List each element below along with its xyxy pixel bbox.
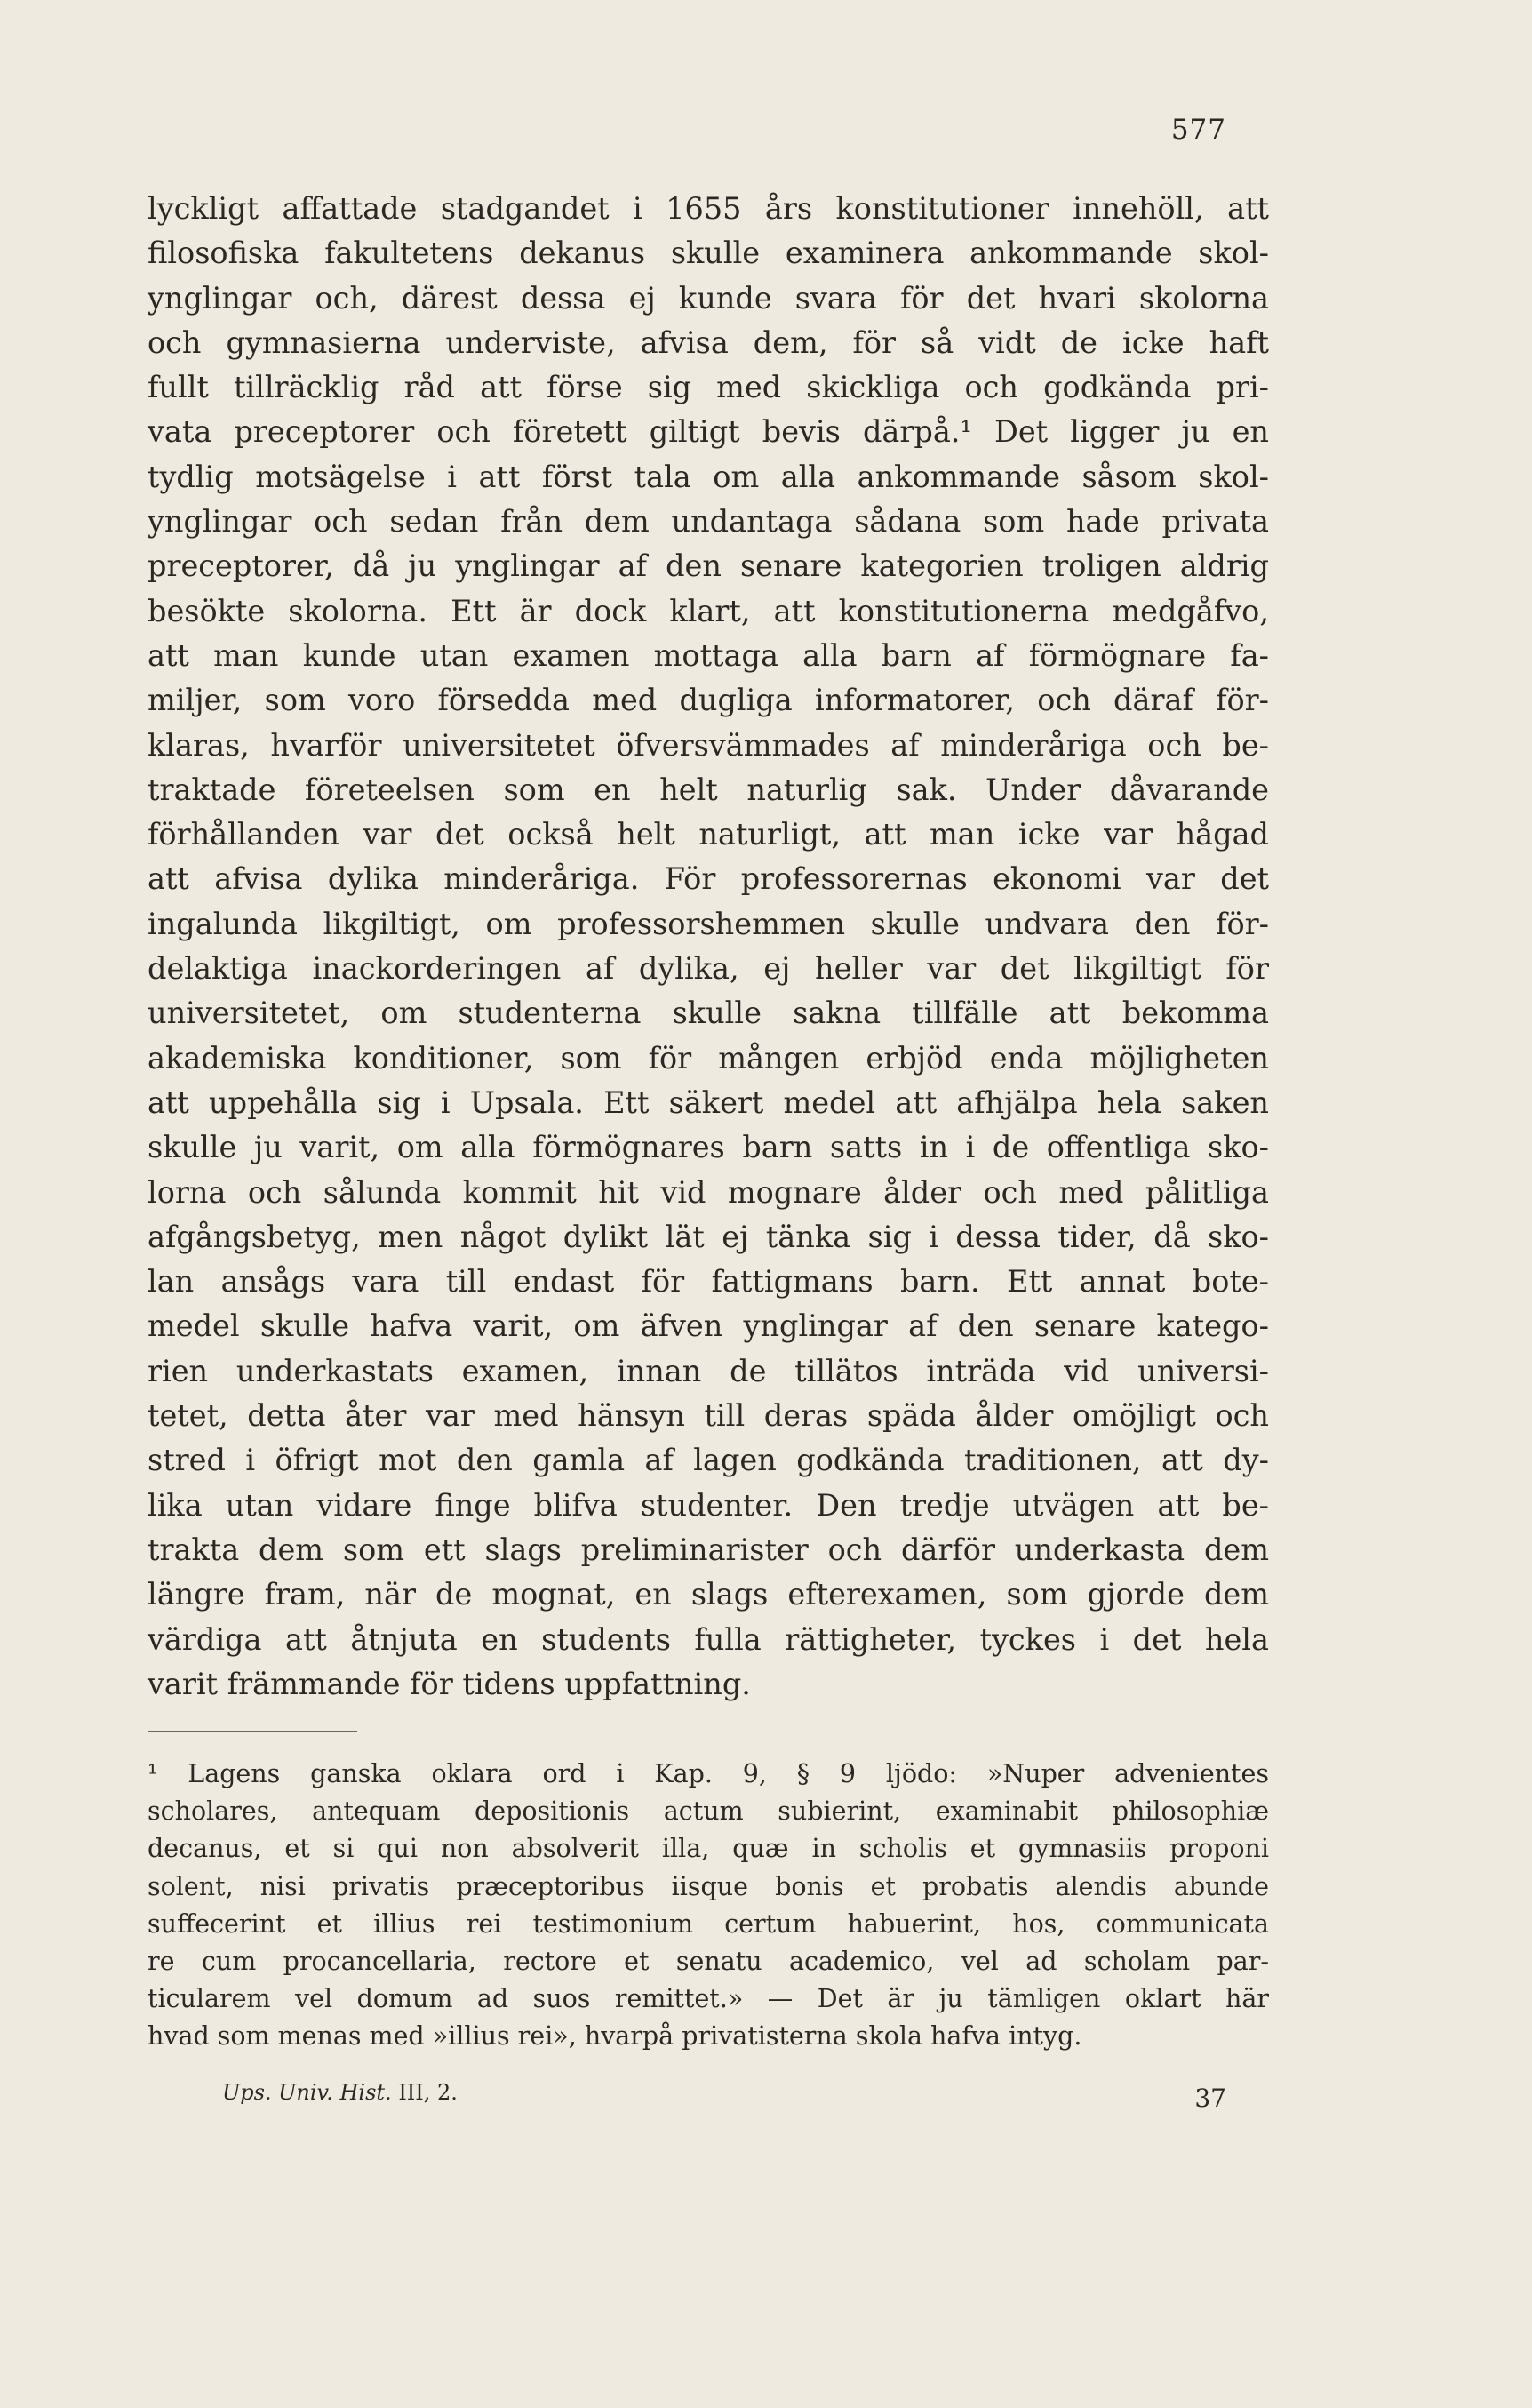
text-line: tetet, detta åter var med hänsyn till deras späda ålder omöjligt och (148, 1398, 1269, 1434)
footnote-line: ¹ Lagens ganska oklara ord i Kap. 9, § 9 ljödo: »Nuper advenientes (148, 1759, 1269, 1788)
text-line: skulle ju varit, om alla förmögnares barn satts in i de offentliga sko- (148, 1130, 1269, 1165)
signature-volume: III, 2. (398, 2080, 458, 2105)
footnotes (148, 1756, 1269, 2056)
footnote-line: hvad som menas med »illius rei», hvarpå privatisterna skola hafva intyg. (148, 2021, 1082, 2052)
text-line: varit främmande för tidens uppfattning. (148, 1666, 751, 1701)
footnote-line: ticularem vel domum ad suos remittet.» — Det är ju tämligen oklart här (148, 1984, 1269, 2014)
text-line: lika utan vidare finge blifva studenter. Den tredje utvägen att be- (148, 1487, 1269, 1523)
text-line: fullt tillräcklig råd att förse sig med skickliga och godkända pri- (148, 370, 1269, 405)
text-line: lyckligt affattade stadgandet i 1655 års konstitutioner innehöll, att (148, 191, 1269, 226)
main-text (148, 187, 1269, 1707)
printer-signature (222, 2080, 458, 2105)
text-line: stred i öfrigt mot den gamla af lagen godkända traditionen, att dy- (148, 1443, 1269, 1478)
text-line: ingalunda likgiltigt, om professorshemmen skulle undvara den för- (148, 906, 1269, 941)
text-line: ynglingar och, därest dessa ej kunde svara för det hvari skolorna (148, 280, 1269, 316)
footnote-line: solent, nisi privatis præceptoribus iisque bonis et probatis alendis abunde (148, 1871, 1269, 1901)
text-line: klaras, hvarför universitetet öfversvämmades af minderåriga och be- (148, 727, 1269, 763)
footnote-line: scholares, antequam depositionis actum subierint, examinabit philosophiæ (148, 1796, 1269, 1827)
text-line: afgångsbetyg, men något dylikt lät ej tänka sig i dessa tider, då sko- (148, 1219, 1269, 1254)
text-line: medel skulle hafva varit, om äfven ynglingar af den senare katego- (148, 1308, 1269, 1344)
text-line: förhållanden var det också helt naturligt, att man icke var hågad (148, 817, 1269, 852)
text-line: vata preceptorer och företett giltigt bevis därpå.¹ Det ligger ju en (148, 414, 1269, 450)
text-line: miljer, som voro försedda med dugliga informatorer, och däraf för- (148, 683, 1269, 718)
text-line: lan ansågs vara till endast för fattigmans barn. Ett annat bote- (148, 1264, 1269, 1300)
text-line: rien underkastats examen, innan de tillätos inträda vid universi- (148, 1353, 1269, 1388)
page-number: 577 (1170, 114, 1226, 146)
text-line: besökte skolorna. Ett är dock klart, att konstitutionerna medgåfvo, (148, 593, 1269, 628)
text-line: preceptorer, då ju ynglingar af den senare kategorien troligen aldrig (148, 548, 1269, 584)
text-line: att afvisa dylika minderåriga. För professorernas ekonomi var det (148, 861, 1269, 897)
text-line: att uppehålla sig i Upsala. Ett säkert medel att afhjälpa hela saken (148, 1084, 1269, 1120)
footnote-divider (148, 1731, 357, 1732)
text-line: traktade företeelsen som en helt naturlig sak. Under dåvarande (148, 772, 1269, 807)
text-line: ynglingar och sedan från dem undantaga sådana som hade privata (148, 504, 1269, 540)
text-line: filosofiska fakultetens dekanus skulle examinera ankommande skol- (148, 236, 1269, 271)
footnote-line: re cum procancellaria, rectore et senatu academico, vel ad scholam par- (148, 1946, 1269, 1976)
text-line: värdiga att åtnjuta en students fulla rättigheter, tyckes i det hela (148, 1621, 1269, 1657)
text-line: universitetet, om studenterna skulle sakna tillfälle att bekomma (148, 996, 1269, 1031)
footnote-line: decanus, et si qui non absolverit illa, quæ in scholis et gymnasiis proponi (148, 1834, 1269, 1864)
text-line: längre fram, när de mognat, en slags efterexamen, som gjorde dem (148, 1577, 1269, 1612)
footnote-line: suffecerint et illius rei testimonium certum habuerint, hos, communicata (148, 1908, 1269, 1939)
text-line: att man kunde utan examen mottaga alla barn af förmögnare fa- (148, 637, 1269, 673)
text-line: delaktiga inackorderingen af dylika, ej heller var det likgiltigt för (148, 951, 1269, 987)
text-line: och gymnasierna underviste, afvisa dem, för så vidt de icke haft (148, 324, 1269, 360)
signature-title: Ups. Univ. Hist. (222, 2080, 392, 2105)
text-line: akademiska konditioner, som för mången erbjöd enda möjligheten (148, 1040, 1269, 1076)
text-line: lorna och sålunda kommit hit vid mognare ålder och med pålitliga (148, 1174, 1269, 1210)
text-line: trakta dem som ett slags preliminarister och därför underkasta dem (148, 1532, 1269, 1567)
text-line: tydlig motsägelse i att först tala om alla ankommande såsom skol- (148, 459, 1269, 494)
sheet-number: 37 (1194, 2084, 1226, 2113)
